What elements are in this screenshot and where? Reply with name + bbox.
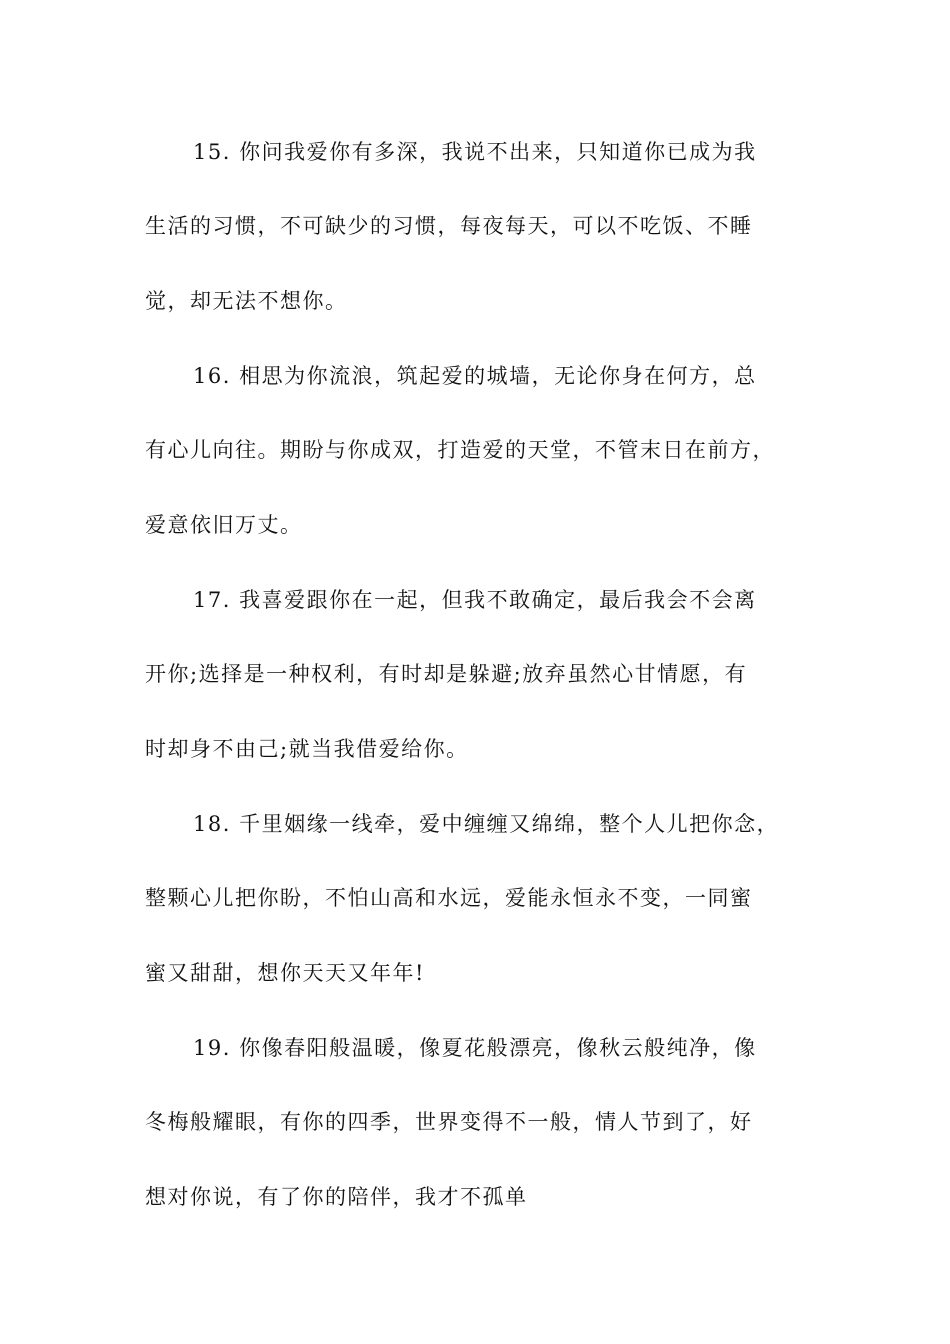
paragraph-line: 生活的习惯，不可缺少的习惯，每夜每天，可以不吃饭、不睡: [145, 214, 753, 238]
paragraph-line: 有心儿向往。期盼与你成双，打造爱的天堂，不管末日在前方，: [145, 438, 775, 462]
paragraph-line: 16. 相思为你流浪，筑起爱的城墙，无论你身在何方，总: [193, 364, 757, 388]
paragraph-line: 时却身不由己;就当我借爱给你。: [145, 737, 469, 761]
paragraph-line: 18. 千里姻缘一线牵，爱中缠缠又绵绵，整个人儿把你念，: [193, 812, 780, 836]
paragraph-line: 想对你说，有了你的陪伴，我才不孤单: [145, 1185, 528, 1209]
paragraph-line: 冬梅般耀眼，有你的四季，世界变得不一般，情人节到了，好: [145, 1110, 753, 1134]
paragraph-line: 整颗心儿把你盼，不怕山高和水远，爱能永恒永不变，一同蜜: [145, 886, 753, 910]
paragraph-line: 19. 你像春阳般温暖，像夏花般漂亮，像秋云般纯净，像: [193, 1036, 757, 1060]
paragraph-line: 17. 我喜爱跟你在一起，但我不敢确定，最后我会不会离: [193, 588, 757, 612]
paragraph-line: 开你;选择是一种权利，有时却是躲避;放弃虽然心甘情愿，有: [145, 662, 748, 686]
paragraph-line: 觉，却无法不想你。: [145, 289, 348, 313]
paragraph-line: 15. 你问我爱你有多深，我说不出来，只知道你已成为我: [193, 140, 757, 164]
paragraph-line: 爱意依旧万丈。: [145, 513, 303, 537]
paragraph-line: 蜜又甜甜，想你天天又年年!: [145, 961, 425, 985]
